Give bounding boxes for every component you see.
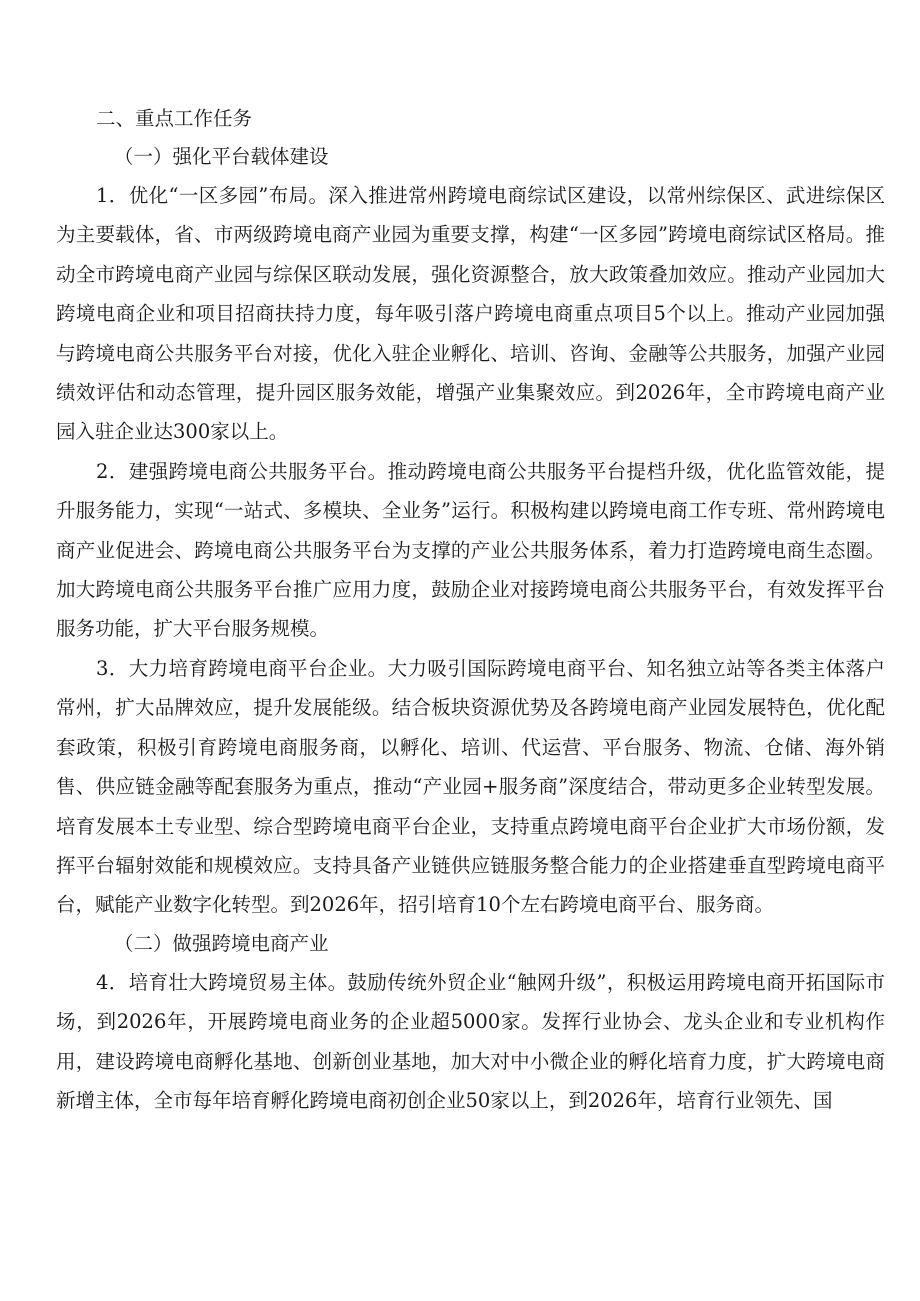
- paragraph-4: 4．培育壮大跨境贸易主体。鼓励传统外贸企业“触网升级”，积极运用跨境电商开拓国际市场，到2026年，开展跨境电商业务的企业超5000家。发挥行业协会、龙头企业和专业机构作用，建设跨境电商孵化基地、创新创业基地，加大对中小微企业的孵化培育力度，扩大跨境电商新增主体，全市每年培育孵化跨境电商初创企业50家以上，到2026年，培育行业领先、国: [56, 970, 885, 1112]
- paragraph-3: 3．大力培育跨境电商平台企业。大力吸引国际跨境电商平台、知名独立站等各类主体落户常州，扩大品牌效应，提升发展能级。结合板块资源优势及各跨境电商产业园发展特色，优化配套政策，积极引育跨境电商服务商，以孵化、培训、代运营、平台服务、物流、仓储、海外销售、供应链金融等配套服务为重点，推动“产业园+服务商”深度结合，带动更多企业转型发展。培育发展本土专业型、综合型跨境电商平台企业，支持重点跨境电商平台企业扩大市场份额，发挥平台辐射效能和规模效应。支持具备产业链供应链服务整合能力的企业搭建垂直型跨境电商平台，赋能产业数字化转型。到2026年，招引培育10个左右跨境电商平台、服务商。: [56, 656, 885, 917]
- paragraph-1: 1．优化“一区多园”布局。深入推进常州跨境电商综试区建设，以常州综保区、武进综保区为主要载体，省、市两级跨境电商产业园为重要支撑，构建“一区多园”跨境电商综试区格局。推动全市跨境电商产业园与综保区联动发展，强化资源整合，放大政策叠加效应。推动产业园加大跨境电商企业和项目招商扶持力度，每年吸引落户跨境电商重点项目5个以上。推动产业园加强与跨境电商公共服务平台对接，优化入驻企业孵化、培训、咨询、金融等公共服务，加强产业园绩效评估和动态管理，提升园区服务效能，增强产业集聚效应。到2026年，全市跨境电商产业园入驻企业达300家以上。: [56, 184, 885, 444]
- paragraph-2: 2．建强跨境电商公共服务平台。推动跨境电商公共服务平台提档升级，优化监管效能，提升服务能力，实现“一站式、多模块、全业务”运行。积极构建以跨境电商工作专班、常州跨境电商产业促进会、跨境电商公共服务平台为支撑的产业公共服务体系，着力打造跨境电商生态圈。加大跨境电商公共服务平台推广应用力度，鼓励企业对接跨境电商公共服务平台，有效发挥平台服务功能，扩大平台服务规模。: [56, 459, 885, 641]
- section-heading: 二、重点工作任务: [96, 107, 253, 130]
- document-body: [56, 100, 885, 1120]
- subsection-heading-2: （二）做强跨境电商产业: [114, 931, 329, 955]
- subsection-heading-1: （一）强化平台载体建设: [114, 145, 329, 168]
